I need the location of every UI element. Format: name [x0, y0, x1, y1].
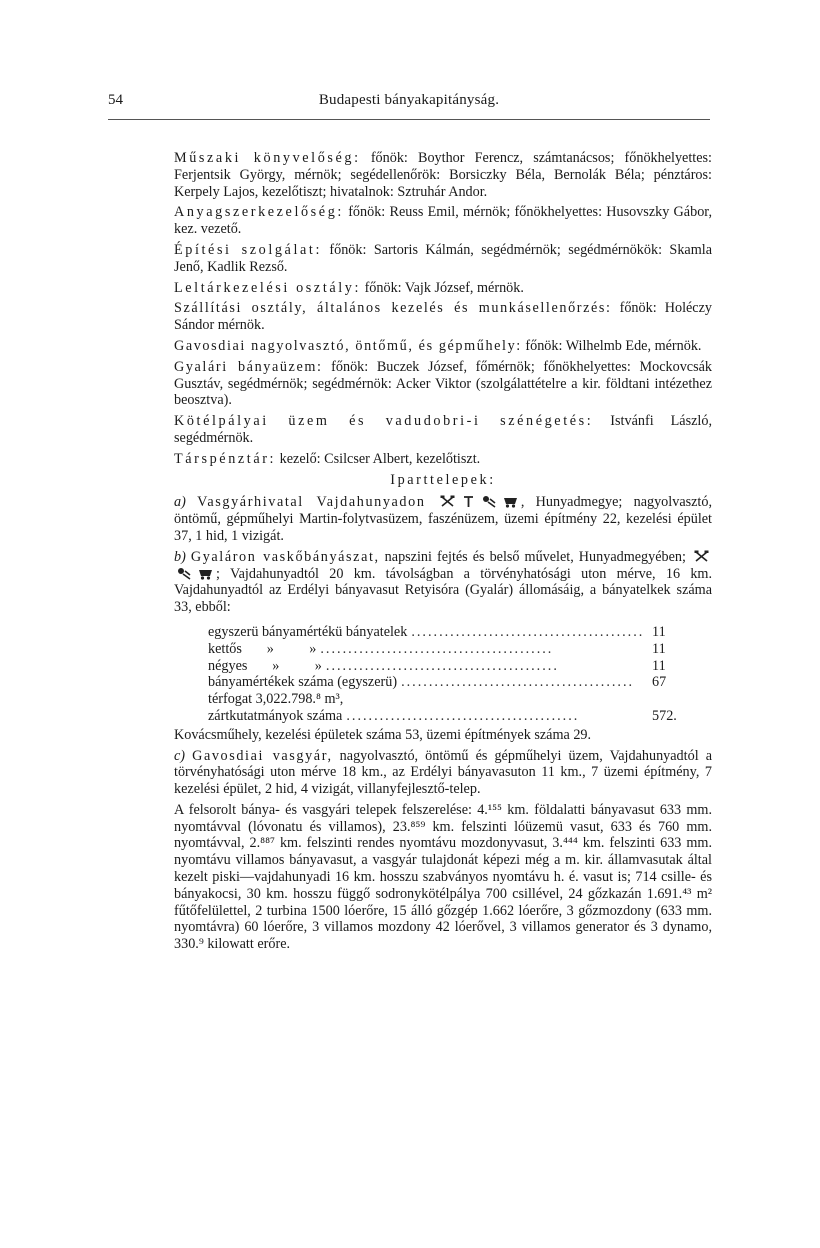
item-heading: Gavosdiai vasgyár, — [192, 747, 333, 764]
paragraph-muszaki — [174, 150, 712, 200]
item-text: napszini fejtés és belső művelet, Hunyadmegyében; — [379, 548, 686, 565]
paragraph-text: főnök: Wilhelmb Ede, mérnök. — [521, 337, 702, 354]
paragraph-text: főnök: Sartoris Kálmán, segédmérnök; segédmérnökök: Skamla Jenő, Kadlik Rezső. — [174, 241, 712, 275]
leader-dots: .......................................... — [325, 657, 559, 674]
item-heading: Vasgyárhivatal Vajdahunyadon — [197, 494, 426, 511]
paragraph-text: főnök: Vajk József, mérnök. — [361, 279, 524, 296]
paragraph-text: kezelő: Csilcser Albert, kezelőtiszt. — [276, 450, 481, 467]
paragraph-heading: Anyagszerkezelőség: — [174, 204, 344, 221]
item-letter: a) — [174, 494, 186, 511]
paragraph-epitesi — [174, 242, 712, 276]
table-value: 67 — [652, 674, 667, 691]
table-row — [208, 691, 688, 708]
paragraph-heading: Szállítási osztály, általános kezelés és munkásellenőrzés: — [174, 300, 612, 317]
paragraph-heading: Kötélpályai üzem és vadudobri-i szénégetés: — [174, 413, 594, 430]
page-body — [174, 150, 712, 957]
paragraph-text: Istvánfi László, segédmérnök. — [174, 413, 712, 446]
item-c — [174, 748, 712, 798]
ore-hand-icon — [482, 495, 497, 508]
after-table-text: Kovácsműhely, kezelési épületek száma 53, üzemi építmények száma 29. — [174, 726, 592, 743]
paragraph-text: főnök: Boythor Ferencz, számtanácsos; főnökhelyettes: Ferjentsik György, mérnök; segédellenőrök: Borsiczky Béla, Bernolák Béla; pénztáros: Kerpely Lajos, kezelőtiszt; hivatalnok: Sztruhár Andor. — [174, 150, 712, 200]
table-value: 572. — [652, 707, 677, 724]
paragraph-heading: Társpénztár: — [174, 450, 277, 467]
paragraph-gyalari — [174, 359, 712, 409]
table-row — [208, 658, 688, 675]
leader-dots: .......................................... — [411, 623, 645, 640]
page-number: 54 — [108, 92, 123, 108]
paragraph-heading: Leltárkezelési osztály: — [174, 279, 362, 296]
mine-cart-icon — [198, 567, 213, 580]
leader-dots: .......................................... — [346, 707, 580, 724]
running-title: Budapesti bányakapitányság. — [318, 92, 500, 108]
table-label: zártkutatmányok száma — [208, 707, 343, 724]
paragraph-heading: Gavosdiai nagyolvasztó, öntőmű, és gépműhely: — [174, 337, 522, 354]
mine-cart-icon — [503, 495, 518, 508]
table-row — [208, 708, 688, 725]
paragraph-kotelpalya — [174, 413, 712, 447]
table-row — [208, 674, 688, 691]
ore-hand-icon — [177, 567, 192, 580]
paragraph-heading: Építési szolgálat: — [174, 241, 322, 258]
item-b — [174, 549, 712, 616]
leader-dots: .......................................... — [401, 674, 635, 691]
paragraph-text: főnök: Holéczy Sándor mérnök. — [174, 300, 712, 334]
table-value: 11 — [652, 640, 666, 657]
mine-plot-table — [208, 624, 688, 725]
paragraph-heading: Gyalári bányaüzem: — [174, 358, 323, 375]
table-label: térfogat 3,022.798.⁸ m³, — [208, 691, 344, 708]
paragraph-text: főnök: Reuss Emil, mérnök; főnökhelyettes: Husovszky Gábor, kez. vezető. — [174, 204, 712, 238]
t-cross-icon — [461, 495, 476, 508]
paragraph-heading: Műszaki könyvelőség: — [174, 150, 361, 166]
paragraph-gavosdiai — [174, 338, 712, 355]
table-label: bányamértékek száma (egyszerü) — [208, 674, 398, 691]
item-letter: b) — [174, 548, 186, 565]
section-heading: Iparttelepek: — [390, 471, 496, 488]
hammers-icon — [440, 495, 455, 508]
item-letter: c) — [174, 747, 186, 764]
table-row — [208, 641, 688, 658]
item-heading: Gyaláron vaskőbányászat, — [190, 548, 380, 565]
page-header — [108, 92, 710, 112]
final-paragraph: A felsorolt bánya- és vasgyári telepek felszerelése: 4.¹⁵⁵ km. földalatti bányavasut 633 mm. nyomtávval (lóvonatu és villamos), 23.⁸⁵⁹ km. felszinti lóüzemü vasut, 633 és 760 mm. nyomtávval, 2.⁸⁸⁷ km. felszinti rendes nyomtávu mozdonyvasut, 3.⁴⁴⁴ km. felszinti 633 mm. nyomtávu villamos bányavasut, a vasgyár tulajdonát képezi még a m. kir. államvasutak által kezelt piski—vajdahunyadi 16 km. hosszu szabványos nyomtávu h. é. vasut is; 714 csille- és bányakocsi, 30 km. hosszu függő sodronykötélpálya 700 csillével, 24 gőzkazán 1.691.⁴³ m² fűtőfelülettel, 2 turbina 1500 lóerőre, 15 álló gőzgép 1.662 lóerőre, 3 gőzmozdony (633 mm. nyomtávra) 60 lóerőre, 3 villamos mozdony 42 lóerővel, 3 villamos generator és 3 dynamo, 330.⁹ kilowatt erőre. — [174, 801, 712, 953]
header-rule — [108, 119, 710, 120]
item-text: ; Vajdahunyadtól 20 km. távolságban a törvényhatósági uton mérve, 16 km. Vajdahunyadtól az Erdélyi bányavasut Retyisóra (Gyalár) állomásáig, a bányatelkek száma 33, ebből: — [174, 565, 712, 616]
paragraph-text: főnök: Buczek József, főmérnök; főnökhelyettes: Mockovcsák Gusztáv, segédmérnök; segédmérnök: Acker Viktor (szolgálattételre a kir. földtani intézethez beosztva). — [174, 358, 712, 409]
item-text: nagyolvasztó, öntömű és gépműhelyi üzem, Vajdahunyadtól a törvényhatósági uton mérve 18 km., az Erdélyi bányavasuton 11 km., 7 üzemi építmény, 7 kezelési épület, 2 hid, 4 vizigát, villanyfejlesztő-telep. — [174, 747, 712, 798]
table-label: kettős » » — [208, 640, 317, 657]
paragraph-tarspenztar — [174, 451, 712, 468]
table-label: négyes » » — [208, 657, 322, 674]
leader-dots: .......................................... — [320, 640, 554, 657]
paragraph-leltar — [174, 280, 712, 297]
item-text: , Hunyadmegye; nagyolvasztó, öntömű, gépműhelyi Martin-folytvasüzem, faszénüzem, üzemi építmény 22, kezelési épület 37, 1 hid, 1 vizigát. — [174, 494, 713, 544]
table-label: egyszerü bányamértékü bányatelek — [208, 623, 408, 640]
paragraph-anyag — [174, 204, 712, 238]
paragraph-szallitasi — [174, 300, 712, 334]
table-row — [208, 624, 688, 641]
item-a — [174, 494, 712, 544]
table-value: 11 — [652, 657, 666, 674]
hammers-icon — [694, 550, 709, 563]
table-value: 11 — [652, 623, 666, 640]
